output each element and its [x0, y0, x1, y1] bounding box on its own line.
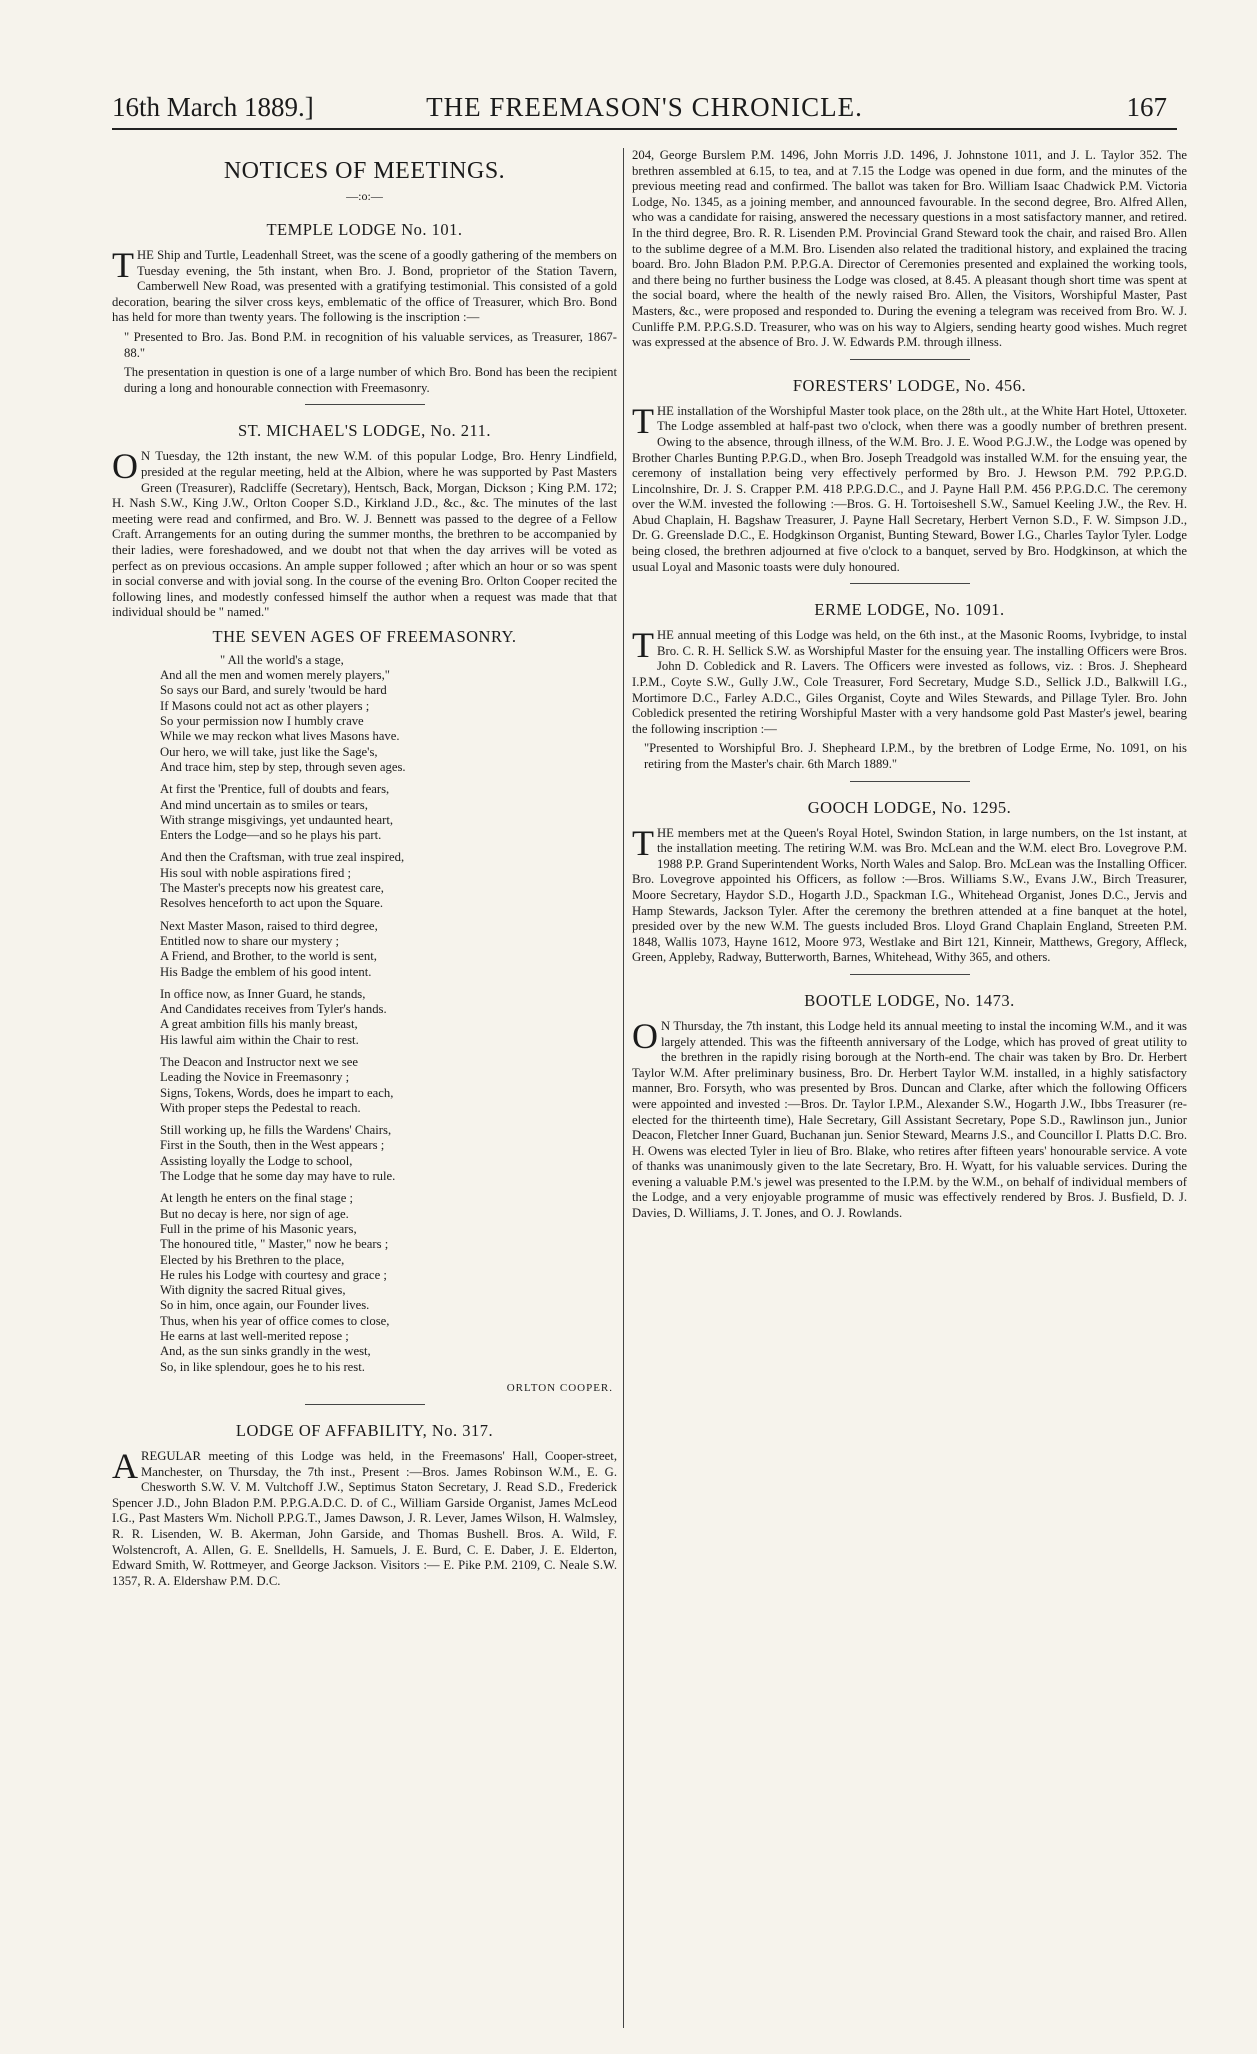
poem-line: He earns at last well-merited repose ; [160, 1329, 349, 1344]
poem-line: Our hero, we will take, just like the Sage's, [160, 744, 378, 759]
columns [112, 148, 1187, 2028]
poem-stanza [160, 1123, 617, 1184]
poem-line: The Deacon and Instructor next we see [160, 1055, 358, 1069]
poem-line: And mind uncertain as to smiles or tears, [160, 797, 368, 812]
drop-cap: T [632, 822, 654, 863]
drop-cap: T [632, 400, 654, 441]
issue-date: 16th March 1889.] [112, 92, 314, 122]
poem-line: With proper steps the Pedestal to reach. [160, 1100, 361, 1115]
separator-rule [305, 404, 425, 405]
poem-stanza [160, 1191, 617, 1375]
heading-ornament: —:o:— [346, 189, 383, 203]
poem-stanza [160, 653, 617, 775]
foresters-lodge-heading: FORESTERS' LODGE, No. 456. [792, 375, 1027, 395]
separator-rule [850, 974, 970, 975]
separator-rule [850, 781, 970, 782]
poem-line: A Friend, and Brother, to the world is sent, [160, 949, 377, 964]
poem-line: Still working up, he fills the Wardens' Chairs, [160, 1123, 392, 1138]
poem-line: The Lodge that he some day may have to rule. [160, 1169, 396, 1184]
section-heading: NOTICES OF MEETINGS. [223, 158, 506, 184]
drop-cap: T [632, 625, 654, 666]
temple-inscription: " Presented to Bro. Jas. Bond P.M. in recognition of his valuable services, as Treasurer, 1867-88." [124, 329, 617, 360]
poem-line: So, in like splendour, goes he to his rest. [160, 1359, 365, 1374]
gooch-lodge-heading: GOOCH LODGE, No. 1295. [807, 797, 1012, 817]
foresters-lodge-paragraph: THE installation of the Worshipful Master took place, on the 28th ult., at the White Hart Hotel, Uttoxeter. The Lodge assembled at half-past two o'clock, when there was a goodly number of brethren present. Owing to the absence, through illness, of the W.M. Bro. J. E. Wood P.G.J.W., the Lodge was opened by Brother Charles Bunting P.P.G.D., when Bro. Joseph Treadgold was installed W.M. for the ensuing year, the ceremony of installation being very effectively performed by Bro. J. Hewson P.M. 792 P.P.G.D. Lincolnshire, Dr. J. S. Crapper P.M. 418 P.P.G.D.C., and J. Payne Hall P.M. 456 P.P.G.D.C. The ceremony over the W.M. invested the following :—Bros. G. H. Tortoiseshell S.W., Samuel Keeling J.W., the Rev. H. Abud Chaplain, H. Bagshaw Treasurer, J. Payne Hall Secretary, Herbert Vernon S.D., F. W. Simpson J.D., Dr. G. Greenslade D.C., E. Hodgkinson Organist, Bunting Steward, Bower I.G., Charles Taylor Tyler. Lodge being closed, the brethren adjourned at five o'clock to a banquet, served by Bro. Hodgkinson, at which the usual Loyal and Masonic toasts were duly honoured. [632, 400, 1187, 574]
affability-lodge-paragraph: AREGULAR meeting of this Lodge was held, in the Freemasons' Hall, Cooper-street, Manchester, on Thursday, the 7th inst., Present :—Bros. James Robinson W.M., E. G. Chesworth S.W. V. M. Vultchoff J.W., Septimus Staton Secretary, J. Read S.D., Frederick Spencer J.D., John Bladon P.M. P.P.G.A.D.C. D. of C., William Garside Organist, James McLeod I.G., Past Masters Wm. Nicholl P.P.G.T., James Dawson, J. R. Lever, James Wilson, H. Walmsley, R. R. Lisenden, W. B. Akerman, John Garside, and Thomas Bushell. Bros. A. Wild, F. Wolstencroft, A. Allen, G. E. Snelldells, H. Samuels, J. E. Burd, C. E. Daber, J. E. Elderton, Edward Smith, W. Rottmeyer, and George Jackson. Visitors :— E. Pike P.M. 2109, C. Neale S.W. 1357, R. A. Eldershaw P.M. D.C. [112, 1445, 617, 1588]
poem-line: Leading the Novice in Freemasonry ; [160, 1070, 350, 1085]
separator-rule [850, 583, 970, 584]
poem-line: So says our Bard, and surely 'twould be hard [160, 683, 387, 698]
poem-stanza [160, 782, 617, 843]
poem-line: At length he enters on the final stage ; [160, 1191, 354, 1206]
affability-lodge-heading: LODGE OF AFFABILITY, No. 317. [235, 1420, 494, 1440]
poem-line: And then the Craftsman, with true zeal inspired, [160, 850, 405, 865]
erme-inscription: "Presented to Worshipful Bro. J. Shepheard I.P.M., by the bretbren of Lodge Erme, No. 1091, on his retiring from the Master's chair. 6th March 1889." [644, 741, 1187, 771]
drop-cap: O [112, 446, 138, 487]
masthead-rule [112, 128, 1177, 130]
newspaper-title: THE FREEMASON'S CHRONICLE. [426, 92, 863, 122]
poem-line: Elected by his Brethren to the place, [160, 1252, 345, 1267]
poem-line: Assisting loyally the Lodge to school, [160, 1153, 353, 1168]
column-divider [623, 148, 624, 2028]
poem-line: His soul with noble aspirations fired ; [160, 865, 351, 880]
poem-line: Entitled now to share our mystery ; [160, 933, 340, 948]
poem-stanza [160, 919, 617, 980]
poem-title: THE SEVEN AGES OF FREEMASONRY. [212, 626, 517, 646]
temple-lodge-heading: TEMPLE LODGE No. 101. [266, 220, 463, 239]
poem-line: Next Master Mason, raised to third degree, [160, 918, 378, 933]
drop-cap: T [112, 245, 134, 285]
poem-line: A great ambition fills his manly breast, [160, 1017, 358, 1032]
erme-lodge-heading: ERME LODGE, No. 1091. [814, 600, 1005, 620]
poem-stanza [160, 987, 617, 1048]
poem-line: While we may reckon what lives Masons have. [160, 729, 400, 744]
poem-line: Full in the prime of his Masonic years, [160, 1221, 357, 1236]
right-column [632, 148, 1187, 2028]
bootle-lodge-paragraph: O N Thursday, the 7th instant, this Lodge held its annual meeting to instal the incoming W.M., and it was largely attended. This was the fifteenth anniversary of the Lodge, which has proved of great utility to the brethren in the rapidly rising borough at the North-end. The chair was taken by Bro. Dr. Herbert Taylor W.M. After preliminary business, Bro. Dr. Herbert Taylor W.M. installed, in a highly satisfactory manner, Bro. Forsyth, who was presented by Bros. Duncan and Clarke, after which the following Officers were appointed and invested :—Bros. Dr. Taylor I.P.M., Alexander S.W., Hogarth J.W., Ibbs Treasurer (re-elected for the thirteenth time), Hale Secretary, Gill Assistant Secretary, Pope S.D., Rawlinson jun., Junior Deacon, Fletcher Inner Guard, Buchanan jun. Senior Steward, Mearns J.S., and Councillor I. Platts D.C. Bro. H. Owens was elected Tyler in lieu of Bro. Blake, who retires after fifteen years' honourable service. A vote of thanks was unanimously given to the late Secretary, Bro. H. Wyatt, for his valuable services. During the evening a valuable P.M.'s jewel was presented to the I.P.M. by the W.M., on behalf of individual members of the Lodge, and a very enjoyable programme of music was effectively rendered by Bros. J. Busfield, D. J. Davies, D. Williams, J. T. Jones, and O. J. Rowlands. [632, 1015, 1187, 1221]
erme-lodge-paragraph: THE annual meeting of this Lodge was held, on the 6th inst., at the Masonic Rooms, Ivybridge, to instal Bro. C. R. H. Sellick S.W. as Worshipful Master for the ensuing year. The installing Officers were Bros. John D. Cobledick and R. Lavers. The Officers were invested as follows, viz. : Bros. J. Shepheard I.P.M., Coyte S.W., Gully J.W., Cole Treasurer, Ford Secretary, Mudge S.D., Sellick J.D., Balkwill I.G., Mortimore D.C., Farley A.D.C., Giles Organist, Coyte and Wiles Stewards, and Pillage Tyler. Bro. John Cobledick presented the retiring Worshipful Master with a very handsome gold Past Master's jewel, bearing the following inscription :— [632, 625, 1187, 736]
poem-line: But no decay is here, nor sign of age. [160, 1206, 349, 1221]
temple-lodge-paragraph-2: The presentation in question is one of a large number of which Bro. Bond has been the recipient during a long and honourable connection with Freemasonry. [124, 365, 617, 395]
poem-stanza [160, 1055, 617, 1116]
poem-line: His lawful aim within the Chair to rest. [160, 1032, 359, 1047]
st-michael-lodge-heading: ST. MICHAEL'S LODGE, No. 211. [237, 421, 492, 441]
page-number: 167 [1126, 92, 1167, 122]
poem-line: With dignity the sacred Ritual gives, [160, 1283, 346, 1298]
poem-line: So your permission now I humbly crave [160, 714, 364, 729]
poem-line: Enters the Lodge—and so he plays his part. [160, 828, 382, 843]
poem-line: Signs, Tokens, Words, does he impart to each, [160, 1085, 394, 1100]
gooch-lodge-paragraph: THE members met at the Queen's Royal Hotel, Swindon Station, in large numbers, on the 1st instant, at the installation meeting. The retiring W.M. was Bro. McLean and the W.M. elect Bro. Lovegrove P.M. 1988 P.P. Grand Superintendent Works, North Wales and Salop. Bro. McLean was the Installing Officer. Bro. Lovegrove appointed his Officers, as follow :—Bros. Williams S.W., Evans J.W., Birch Treasurer, Moore Secretary, Haydor S.D., Hogarth J.D., Spackman I.G., Whitehead Organist, Jones D.C., Jervis and Hamp Stewards, Jackson Tyler. After the ceremony the brethren attended at a fine banquet at the hotel, presided over by the new W.M. The guests included Bros. Lloyd Grand Chaplain England, Streeten P.M. 1848, Wallis 1073, Hayne 1612, Moore 973, Westlake and Birt 121, Kinneir, Matthews, Gregory, Affleck, Green, Appleby, Radway, Butterworth, Barnes, Whitehead, Withy 365, and others. [632, 822, 1187, 965]
poem-line: Thus, when his year of office comes to close, [160, 1313, 390, 1328]
poem-line: And, as the sun sinks grandly in the west, [160, 1344, 371, 1359]
st-michael-lodge-paragraph: O N Tuesday, the 12th instant, the new W.M. of this popular Lodge, Bro. Henry Lindfield, presided at the regular meeting, held at the Albion, where he was supported by Past Masters Green (Treasurer), Radcliffe (Secretary), Hentsch, Back, Morgan, Dickson ; King P.M. 172; H. Nash S.W., King J.W., Orlton Cooper S.D., Kirkland J.D., &c., &c. The minutes of the last meeting were read and confirmed, and Bro. W. J. Bennett was passed to the degree of a Fellow Craft. Arrangements for an outing during the summer months, the brethren to be accompanied by their ladies, were foreshadowed, and we doubt not that when the day arrives will be voted as perfect as on previous occasions. An ample supper followed ; after which an hour or so was spent in social converse and with jovial song. In the course of the evening Bro. Orlton Cooper recited the following lines, and modestly confessed himself the author when a request was made that that individual should be " named." [112, 446, 617, 620]
temple-lodge-paragraph: THE Ship and Turtle, Leadenhall Street, was the scene of a goodly gathering of the members on Tuesday evening, the 5th instant, when Bro. J. Bond, proprietor of the Station Tavern, Camberwell New Road, was presented with a gratifying testimonial. This consisted of a gold decoration, bearing the silver cross keys, emblematic of the office of Treasurer, which Bro. Bond has held for more than twenty years. The following is the inscription :— [112, 245, 617, 325]
poem-line: In office now, as Inner Guard, he stands, [160, 986, 366, 1001]
poem-line: His Badge the emblem of his good intent. [160, 964, 372, 979]
masthead [112, 90, 1177, 134]
poem-line: The Master's precepts now his greatest care, [160, 881, 384, 896]
affability-continued-paragraph: 204, George Burslem P.M. 1496, John Morris J.D. 1496, J. Johnstone 1011, and J. L. Taylor 352. The brethren assembled at 6.15, to tea, and at 7.15 the Lodge was opened in due form, and the minutes of the previous meeting read and confirmed. The ballot was taken for Bro. William Isaac Chadwick P.M. Victoria Lodge, No. 1345, as a joining member, and announced favourable. In the second degree, Bro. Alfred Allen, who was a candidate for raising, answered the necessary questions in a most satisfactory manner, and retired. In the third degree, Bro. R. R. Lisenden P.M. Provincial Grand Steward took the chair, and raised Bro. Allen to the sublime degree of a M.M. Bro. Lisenden also related the traditional history, and explained the tracing board. Bro. John Bladon P.M. P.P.G.A. Director of Ceremonies presented and explained the working tools, and there being no further business the Lodge was closed, at 8.45. A pleasant though short time was spent at the social board, where the health of the newly raised Bro. Allen, the Visitors, Worshipful Master, Past Masters, &c., were proposed and responded to. During the evening a telegram was received from Bro. W. J. Cunliffe P.M. P.P.G.S.D. Treasurer, who was on his way to Algiers, sending hearty good wishes. Much regret was expressed at the absence of Bro. J. W. Edwards P.M. through illness. [632, 148, 1187, 350]
separator-rule [850, 359, 970, 360]
poem-line: At first the 'Prentice, full of doubts and fears, [160, 782, 390, 797]
poem-signature: ORLTON COOPER. [506, 1381, 613, 1394]
poem-stanza [160, 850, 617, 911]
drop-cap: A [112, 1445, 138, 1486]
bootle-lodge-heading: BOOTLE LODGE, No. 1473. [804, 990, 1015, 1010]
poem-line: If Masons could not act as other players ; [160, 698, 370, 713]
poem-line: Resolves henceforth to act upon the Square. [160, 896, 384, 911]
poem-line: And Candidates receives from Tyler's hands. [160, 1002, 387, 1017]
left-column [112, 148, 617, 2028]
poem-line: The honoured title, " Master," now he bears ; [160, 1237, 389, 1252]
poem-line: First in the South, then in the West appears ; [160, 1138, 385, 1153]
drop-cap: O [632, 1015, 658, 1056]
poem-line: And all the men and women merely players," [160, 668, 390, 683]
poem [112, 653, 617, 1375]
poem-line: And trace him, step by step, through seven ages. [160, 759, 406, 774]
poem-line: With strange misgivings, yet undaunted heart, [160, 812, 394, 827]
poem-line: He rules his Lodge with courtesy and grace ; [160, 1267, 387, 1282]
poem-line: " All the world's a stage, [220, 652, 344, 667]
separator-rule [305, 1404, 425, 1405]
poem-line: So in him, once again, our Founder lives. [160, 1298, 370, 1313]
